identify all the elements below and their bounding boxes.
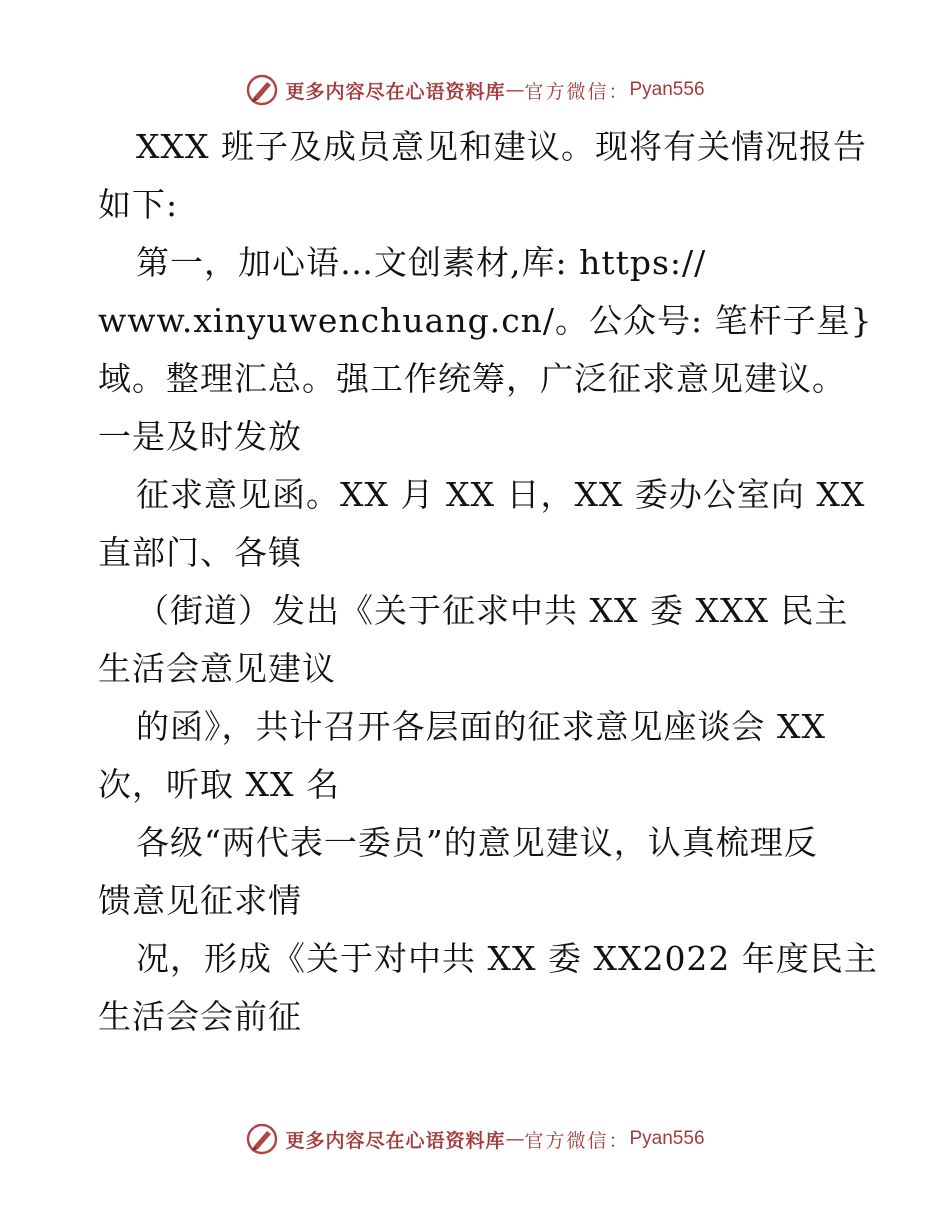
- footer-banner: [0, 1119, 950, 1159]
- body-line: 生活会会前征: [98, 997, 302, 1036]
- banner-dash: —: [505, 79, 525, 101]
- body-line: 第一，加心语…文创素材,库: https://: [136, 243, 707, 282]
- pen-logo-icon: [245, 73, 279, 107]
- body-line: 生活会意见建议: [98, 649, 336, 688]
- body-line: 的函》，共计召开各层面的征求意见座谈会 XX: [136, 707, 826, 746]
- body-line: 各级“两代表一委员”的意见建议，认真梳理反: [136, 823, 818, 862]
- banner-wechat-id: Pyan556: [629, 1128, 705, 1149]
- body-line: 馈意见征求情: [98, 881, 302, 920]
- body-line: 一是及时发放: [98, 417, 302, 456]
- banner-official-label: 官方微信：: [524, 1129, 630, 1152]
- pen-logo-icon: [245, 1122, 279, 1156]
- body-line: 直部门、各镇: [98, 533, 302, 572]
- body-line: （街道）发出《关于征求中共 XX 委 XXX 民主: [136, 591, 849, 630]
- banner-official-label: 官方微信：: [524, 80, 630, 103]
- body-line: XXX 班子及成员意见和建议。现将有关情况报告: [136, 127, 867, 166]
- banner-dash: —: [505, 1128, 525, 1150]
- banner-brand: 更多内容尽在心语资料库: [285, 1129, 506, 1152]
- banner-brand: 更多内容尽在心语资料库: [285, 80, 506, 103]
- banner-wechat-id: Pyan556: [629, 79, 705, 100]
- document-body: [98, 118, 878, 1046]
- body-line: 次，听取 XX 名: [98, 765, 340, 804]
- body-line: www.xinyuwenchuang.cn/。公众号: 笔杆子星}: [98, 301, 873, 340]
- body-line: 域。整理汇总。强工作统筹，广泛征求意见建议。: [98, 359, 846, 398]
- header-banner: [0, 70, 950, 110]
- body-line: 征求意见函。XX 月 XX 日，XX 委办公室向 XX: [136, 475, 866, 514]
- body-line: 况，形成《关于对中共 XX 委 XX2022 年度民主: [136, 939, 878, 978]
- body-line: 如下:: [98, 185, 179, 224]
